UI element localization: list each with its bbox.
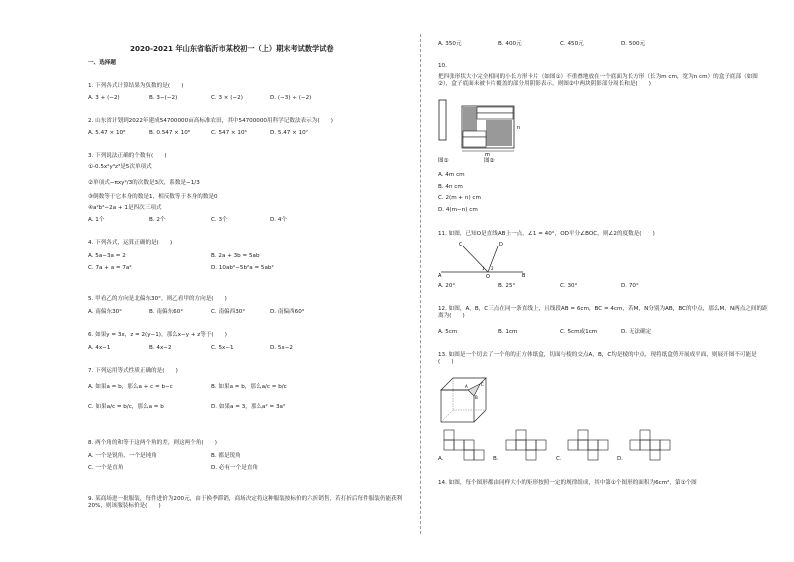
question-2-option-a: A. 5.47 × 10⁸ — [88, 130, 126, 136]
question-8-option-b: B. 都是锐角 — [211, 453, 241, 459]
question-10-option-a: A. 4m cm — [438, 172, 465, 178]
question-1-stem: 1. 下列各式计算结果为负数的是( ) — [88, 83, 184, 89]
question-9-option-a: A. 350元 — [438, 41, 462, 47]
question-6-option-a: A. 4x−1 — [88, 345, 111, 351]
card-rectangle — [477, 107, 513, 113]
shaded-region — [486, 120, 512, 146]
question-10-option-b: B. 4n cm — [438, 184, 463, 190]
question-12-option-b: B. 1cm — [498, 329, 518, 335]
question-8-stem: 8. 两个角的和等于这两个角的差，则这两个角( ) — [88, 440, 217, 446]
question-11-figure — [438, 240, 528, 278]
question-10-option-c: C. 2(m + n) cm — [438, 195, 481, 201]
question-2-option-d: D. 5.47 × 10⁷ — [270, 130, 308, 136]
question-4-option-b: B. 2a + 3b = 5ab — [211, 253, 260, 259]
question-3-statement-3: ③倒数等于它本身的数是1，相反数等于本身的数是0 — [88, 194, 218, 200]
label-c: C — [481, 382, 484, 387]
question-8-option-c: C. 一个是直角 — [88, 465, 124, 471]
shaded-region — [463, 107, 477, 131]
question-4-option-d: D. 10ab²−5b²a = 5ab² — [211, 265, 274, 271]
angle-label-2: 2 — [491, 266, 494, 271]
question-6-stem: 6. 如果y = 3x，z = 2(y−1)，那么x−y + z等于( ) — [88, 332, 227, 338]
question-13-option-a: A. — [438, 456, 444, 462]
question-9-stem: 9. 某商场进一批服装，每件进价为200元，由于换季滞销，商场决定将这种服装按标价的六折销售，若打折后每件服装仍能获利20%，则该服装标价是( ) — [88, 496, 403, 509]
question-1-option-a: A. 3 + (−2) — [88, 95, 120, 101]
question-1-option-c: C. 3 × (−2) — [211, 95, 243, 101]
cut-face — [468, 384, 480, 396]
question-11-option-a: A. 20° — [438, 283, 456, 289]
question-1-option-b: B. 3−(−2) — [149, 95, 178, 101]
column-divider — [420, 34, 421, 534]
figure-2-caption: 图② — [484, 158, 495, 164]
question-3-option-d: D. 4个 — [270, 217, 288, 223]
question-13-option-b: B. — [493, 456, 499, 462]
question-1-option-d: D. (−3) ÷ (−2) — [270, 95, 312, 101]
label-a: A — [465, 384, 468, 389]
question-5-option-a: A. 南偏东30° — [88, 309, 122, 315]
net-d — [630, 430, 670, 460]
question-8-option-d: D. 必有一个是直角 — [211, 465, 259, 471]
dimension-label-m: m — [485, 152, 490, 158]
question-7-option-a: A. 如果a = b，那么a + c = b−c — [88, 384, 173, 390]
question-3-option-a: A. 1个 — [88, 217, 105, 223]
question-6-option-b: B. 4x−2 — [149, 345, 172, 351]
question-7-stem: 7. 下列运用等式性质正确的是( ) — [88, 368, 178, 374]
question-10-option-d: D. 4(m−n) cm — [438, 207, 478, 213]
figure-1-caption: 图① — [438, 158, 449, 164]
question-5-option-d: D. 南偏西60° — [270, 309, 305, 315]
question-12-option-d: D. 无法确定 — [621, 329, 652, 335]
question-10-number: 10. — [438, 63, 447, 69]
question-3-option-c: C. 3个 — [211, 217, 228, 223]
net-b — [506, 430, 546, 460]
question-12-option-a: A. 5cm — [438, 329, 458, 335]
net-c — [568, 430, 608, 460]
label-o: O — [486, 274, 490, 278]
card-rectangle — [463, 131, 486, 137]
label-a: A — [438, 273, 442, 278]
question-11-option-b: B. 25° — [498, 283, 516, 289]
label-c: C — [459, 242, 463, 248]
question-13-cube-figure — [438, 374, 490, 426]
question-7-option-c: C. 如果a/c = b/c，那么a = b — [88, 404, 164, 410]
question-3-statement-1: ①-0.5x²y³z³是5次单项式 — [88, 164, 152, 170]
net-a — [444, 430, 484, 460]
question-10-stem: 把四张形状大小完全相同的小长方形卡片（如图①）不重叠地放在一个底面为长方形（长为m cm，宽为n cm）的盒子底部（如图②），盒子底面未被卡片覆盖的部分用阴影表示，则图②中两块阴影部分周长和是( ) — [438, 74, 758, 87]
question-3-stem: 3. 下列说法正确的个数有( ) — [88, 153, 167, 159]
question-5-stem: 5. 甲看乙的方向是北偏东30°，则乙看甲的方向是( ) — [88, 296, 227, 302]
question-7-option-b: B. 如果a = b，那么a/c = b/c — [211, 384, 287, 390]
question-12-option-c: C. 5cm或1cm — [560, 329, 598, 335]
question-3-option-b: B. 2个 — [149, 217, 166, 223]
question-9-option-c: C. 450元 — [560, 41, 584, 47]
question-13-stem: 13. 如图是一个切去了一个角的正方体纸盒，切面与棱的交点A，B，C均是棱的中点，现将纸盒剪开展成平面，则展开图不可能是( ) — [438, 352, 757, 365]
label-d: D — [499, 242, 503, 248]
label-b: B — [475, 395, 478, 400]
question-2-option-c: C. 547 × 10⁵ — [211, 130, 247, 136]
dimension-label-n: n — [517, 125, 521, 131]
question-11-option-c: C. 30° — [560, 283, 578, 289]
question-7-option-d: D. 如果a = 3，那么a² = 3a² — [211, 404, 286, 410]
question-13-option-d: D. — [617, 456, 624, 462]
question-5-option-c: C. 南偏西30° — [211, 309, 246, 315]
question-3-statement-2: ②单项式−πxy²/3的次数是3次，系数是−1/3 — [88, 180, 200, 186]
question-12-stem: 12. 如图，A，B，C三点在同一条直线上，且线段AB = 6cm，BC = 4cm，若M，N分别为AB，BC的中点，那么M，N两点之间的距离为( ) — [438, 306, 768, 319]
question-3-statement-4: ④a²b²−2a + 1是四次三项式 — [88, 205, 162, 211]
question-4-option-c: C. 7a + a = 7a² — [88, 265, 132, 271]
card-rectangle — [477, 113, 513, 119]
question-11-stem: 11. 如图，已知O是直线AB上一点，∠1 = 40°，OD平分∠BOC，则∠2的度数是( ) — [438, 231, 655, 237]
cube-front-face — [441, 390, 474, 422]
question-10-figure — [436, 92, 536, 164]
question-9-option-b: B. 400元 — [498, 41, 522, 47]
question-2-option-b: B. 0.547 × 10⁸ — [149, 130, 191, 136]
question-9-option-d: D. 500元 — [621, 41, 646, 47]
label-b: B — [522, 273, 526, 278]
question-5-option-b: B. 南偏东60° — [149, 309, 184, 315]
question-4-stem: 4. 下列各式，运算正确的是( ) — [88, 240, 173, 246]
question-11-option-d: D. 70° — [621, 283, 639, 289]
question-8-option-a: A. 一个是锐角，一个是钝角 — [88, 453, 157, 459]
question-6-option-d: D. 5x−2 — [270, 345, 293, 351]
question-13-option-c: C. — [556, 456, 562, 462]
question-14-stem: 14. 如图，每个图形都由同样大小的矩形按照一定的规律组成，其中第①个图形的面积为6cm²，第①个图 — [438, 480, 697, 486]
card-rectangle — [463, 137, 486, 147]
page-title: 2020-2021 年山东省临沂市某校初一（上）期末考试数学试卷 — [130, 44, 334, 53]
section-heading: 一、选择题 — [88, 60, 116, 66]
card-rectangle — [439, 100, 446, 140]
angle-label-1: 1 — [482, 266, 485, 271]
question-6-option-c: C. 5x−1 — [211, 345, 234, 351]
cube-top-face — [441, 378, 486, 390]
cube-edge — [474, 410, 486, 422]
question-2-stem: 2. 山东省计划到2022年建成54700000亩高标准农田，其中54700000用科学记数法表示为( ) — [88, 118, 333, 124]
cube-hidden-edge — [441, 410, 453, 422]
question-4-option-a: A. 5a−3a = 2 — [88, 253, 126, 259]
